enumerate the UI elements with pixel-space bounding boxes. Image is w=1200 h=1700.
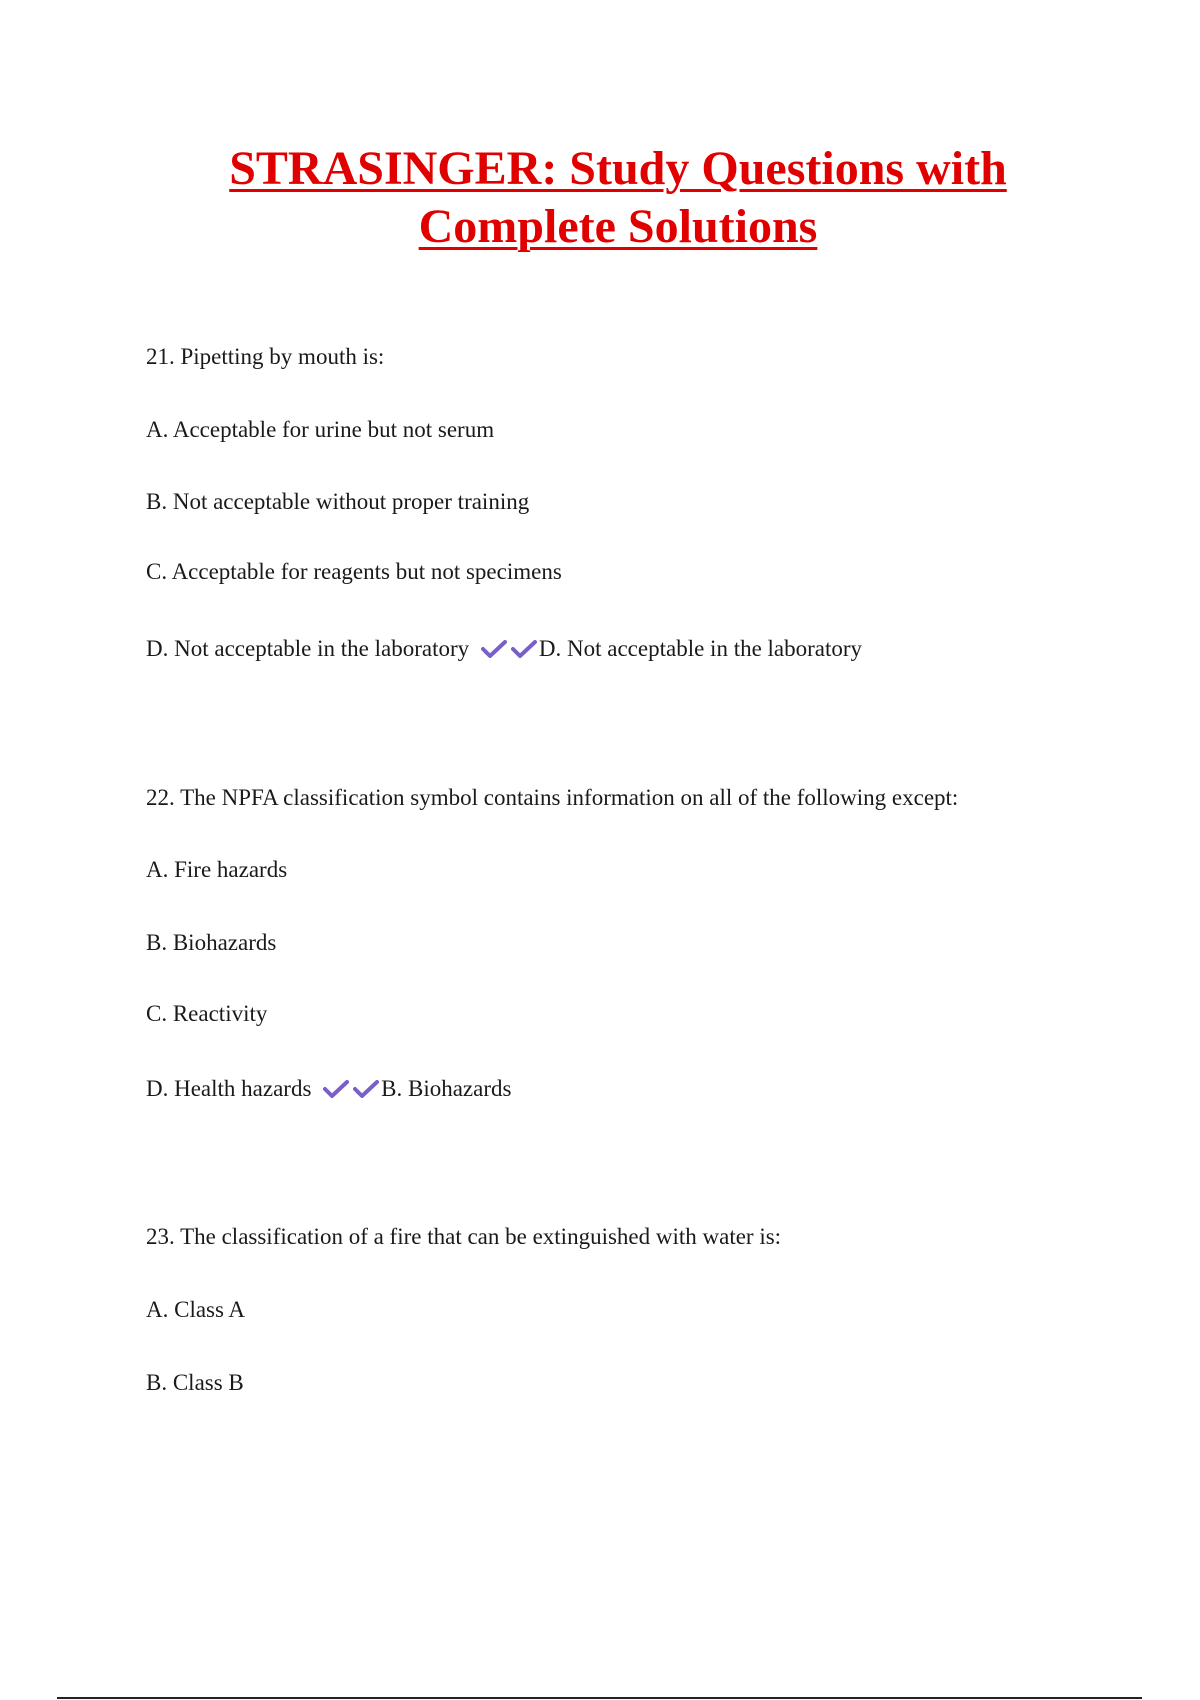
document-title: [0, 140, 1200, 256]
question-23: 23. The classification of a fire that can be extinguished with water is:: [146, 1224, 782, 1249]
check-icon: [511, 639, 537, 659]
footer-divider: [57, 1697, 1142, 1699]
option-21-d-row: [146, 634, 862, 664]
option-22-a: A. Fire hazards: [146, 857, 288, 882]
option-21-c: C. Acceptable for reagents but not specimens: [146, 559, 562, 584]
option-23-a: A. Class A: [146, 1297, 246, 1322]
option-23-b: B. Class B: [146, 1370, 244, 1395]
option-22-c: C. Reactivity: [146, 1001, 268, 1026]
answer-21: D. Not acceptable in the laboratory: [538, 636, 863, 661]
option-21-b: B. Not acceptable without proper training: [146, 489, 530, 514]
option-22-d: D. Health hazards: [146, 1076, 312, 1101]
check-icon: [353, 1079, 379, 1099]
option-21-a: A. Acceptable for urine but not serum: [146, 417, 495, 442]
question-21: 21. Pipetting by mouth is:: [146, 344, 385, 369]
title-line-2: Complete Solutions: [418, 200, 818, 253]
question-22: 22. The NPFA classification symbol contains information on all of the following except:: [146, 785, 959, 810]
title-line-1: STRASINGER: Study Questions with: [229, 142, 1007, 195]
option-21-d: D. Not acceptable in the laboratory: [146, 636, 470, 661]
answer-22: B. Biohazards: [381, 1076, 512, 1101]
check-icon: [481, 639, 507, 659]
option-22-d-row: [146, 1074, 511, 1104]
check-icon: [323, 1079, 349, 1099]
option-22-b: B. Biohazards: [146, 930, 277, 955]
